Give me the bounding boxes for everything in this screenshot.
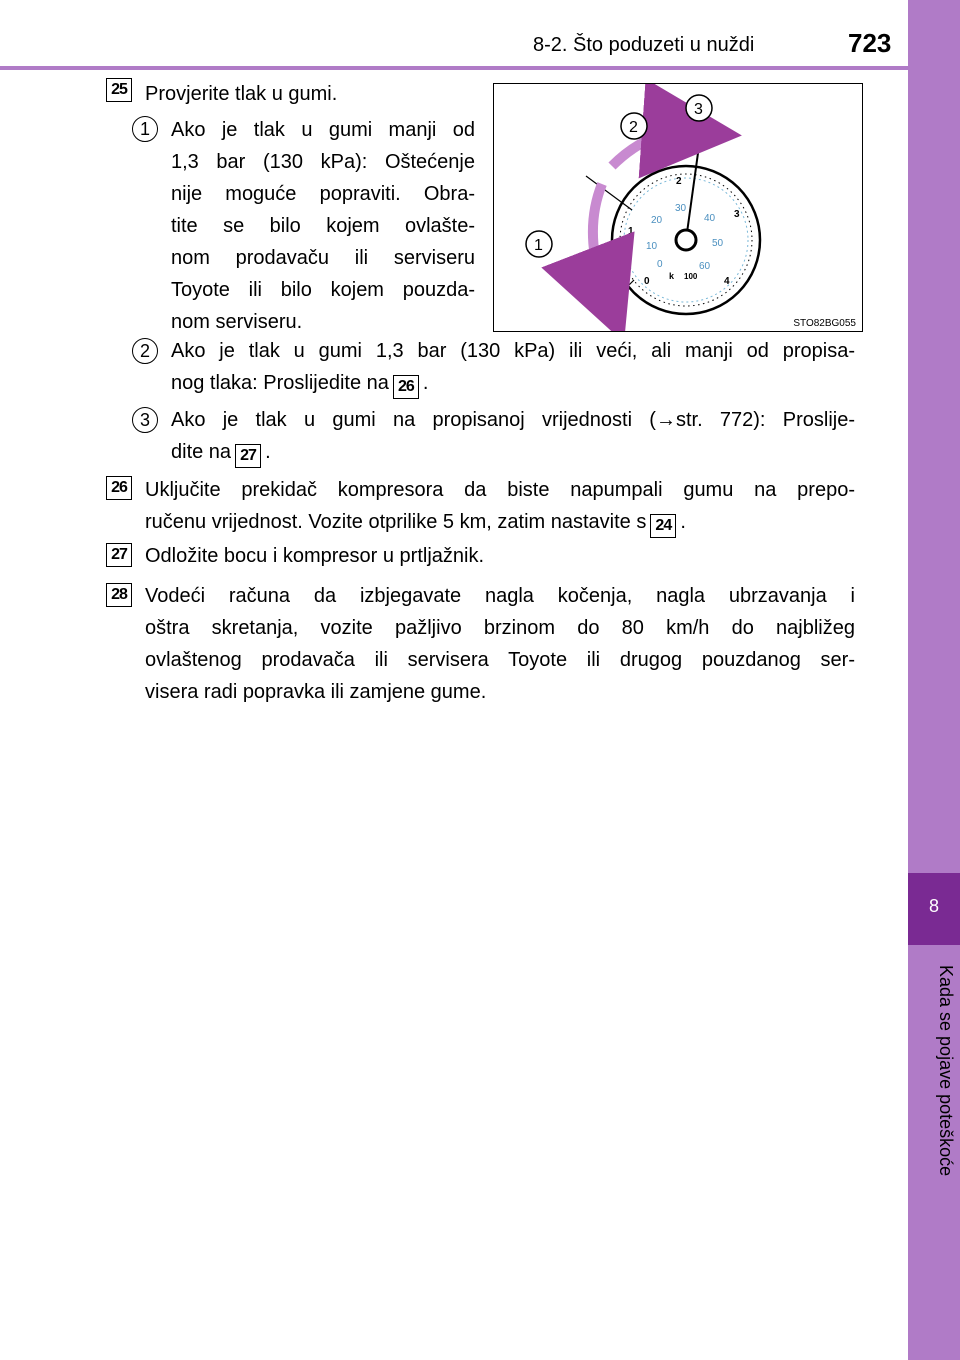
gauge-kpa-20: 20 (651, 215, 663, 226)
callout-2: 2 (629, 119, 638, 136)
substep-3-line2 (171, 436, 855, 468)
gauge-kpa-40: 40 (704, 213, 716, 224)
gauge-kpa-50: 50 (712, 238, 724, 249)
gauge-kpa-30: 30 (675, 203, 687, 214)
gauge-bar-4: 4 (724, 276, 730, 287)
header-rule (0, 66, 908, 70)
substep-number-2: 2 (132, 338, 158, 364)
step-tag-28: 28 (106, 583, 132, 607)
substep-number-1: 1 (132, 116, 158, 142)
ref-tag-27[interactable]: 27 (235, 444, 261, 468)
step-28-line: Vodeći računa da izbjegavate nagla kočenja, nagla ubrzavanja i (145, 585, 855, 607)
ref-tag-24[interactable]: 24 (650, 514, 676, 538)
section-title: 8-2. Što poduzeti u nuždi (533, 34, 755, 56)
gauge-kpa-0: 0 (657, 259, 663, 270)
step-28-line: visera radi popravka ili zamjene gume. (145, 681, 487, 703)
step-26-line2 (145, 506, 855, 538)
figure-code: STO82BG055 (793, 318, 856, 329)
step-25-text: Provjerite tlak u gumi. (145, 83, 338, 105)
substep-2-line: Ako je tlak u gumi 1,3 bar (130 kPa) ili veći, ali manji od propisa- (171, 340, 855, 362)
chapter-number: 8 (928, 896, 939, 916)
substep-3-line2-text: dite na (171, 441, 232, 463)
pressure-gauge-figure (493, 83, 863, 332)
step-26-line2-end: . (680, 511, 686, 533)
chapter-title: Kada se pojave poteškoće (936, 965, 956, 1177)
side-tab (908, 0, 960, 873)
gauge-bar-2: 2 (676, 176, 682, 187)
page-number: 723 (848, 28, 892, 58)
substep-3-text (171, 404, 855, 468)
substep-1-text (171, 114, 475, 338)
callout-1: 1 (534, 237, 543, 254)
substep-1-line: 1,3 bar (130 kPa): Oštećenje (171, 151, 475, 173)
substep-3-line: Ako je tlak u gumi na propisanoj vrijednosti (→str. 772): Proslije- (171, 409, 855, 431)
ref-tag-26[interactable]: 26 (393, 375, 419, 399)
step-26-line: Uključite prekidač kompresora da biste napumpali gumu na prepo- (145, 479, 855, 501)
substep-1-line: Toyote ili bilo kojem pouzda- (171, 279, 475, 301)
substep-1-line: nom prodavaču ili serviseru (171, 247, 475, 269)
pressure-gauge-illustration (494, 84, 862, 331)
substep-number-3: 3 (132, 407, 158, 433)
step-27-text: Odložite bocu i kompresor u prtljažnik. (145, 545, 485, 567)
gauge-bar-0: 0 (644, 276, 650, 287)
gauge-bar-3: 3 (734, 209, 740, 220)
gauge-bar-1: 1 (628, 226, 634, 237)
substep-1-line: Ako je tlak u gumi manji od (171, 119, 475, 141)
substep-2-line2-text: nog tlaka: Proslijedite na (171, 372, 389, 394)
substep-1-line: tite se bilo kojem ovlašte- (171, 215, 475, 237)
substep-2-line2 (171, 367, 855, 399)
substep-3-line2-end: . (265, 441, 271, 463)
step-26-text (145, 474, 855, 538)
gauge-kpa-unit: k (669, 271, 675, 281)
substep-2-line2-end: . (422, 372, 429, 394)
step-26-line2-text: ručenu vrijednost. Vozite otprilike 5 km, zatim nastavite s (145, 511, 647, 533)
step-tag-25: 25 (106, 78, 132, 102)
step-28-text (145, 580, 855, 708)
step-28-line: ovlaštenog prodavača ili servisera Toyote ili drugog pouzdanog ser- (145, 649, 855, 671)
step-tag-27: 27 (106, 543, 132, 567)
substep-1-line: nom serviseru. (171, 311, 303, 333)
substep-1-line: nije moguće popraviti. Obra- (171, 183, 475, 205)
callout-3: 3 (694, 101, 703, 118)
substep-2-text (171, 335, 855, 399)
step-tag-26: 26 (106, 476, 132, 500)
gauge-kpa-60: 60 (699, 261, 711, 272)
step-28-line: oštra skretanja, vozite pažljivo brzinom do 80 km/h do najbližeg (145, 617, 855, 639)
gauge-kpa-100: 100 (684, 272, 698, 281)
gauge-kpa-10: 10 (646, 241, 658, 252)
